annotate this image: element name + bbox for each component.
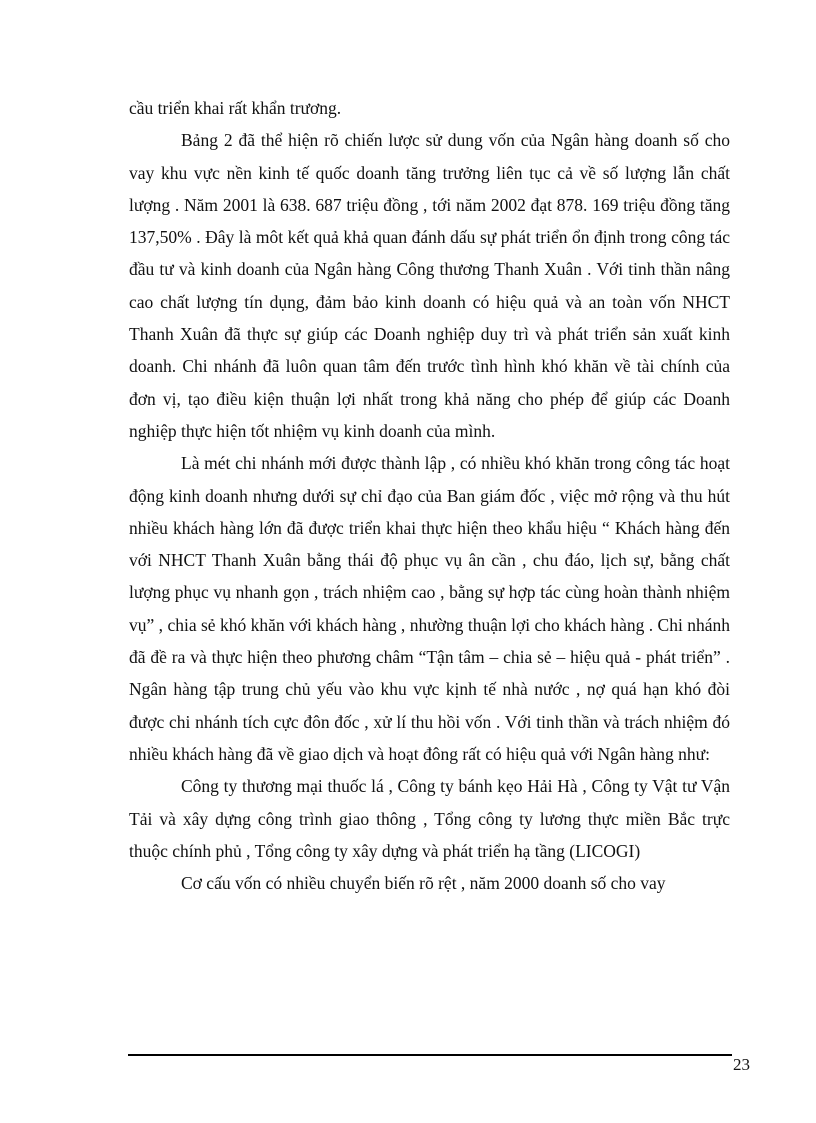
body-text (129, 92, 730, 899)
footer-divider (128, 1054, 732, 1056)
paragraph-customer-list: Công ty thương mại thuốc lá , Công ty bánh kẹo Hải Hà , Công ty Vật tư Vận Tải và xây dựng công trình giao thông , Tổng công ty lương thực miền Bắc trực thuộc chính phủ , Tổng công ty xây dựng và phát triển hạ tầng (LICOGI) (129, 776, 730, 861)
paragraph-continuation: cầu triển khai rất khẩn trương. (129, 98, 342, 118)
paragraph-branch-activities: Là mét chi nhánh mới được thành lập , có nhiều khó khăn trong công tác hoạt động kinh doanh nhưng dưới sự chỉ đạo của Ban giám đốc , việc mở rộng và thu hút nhiều khách hàng lớn đã được triển khai thực hiện theo khẩu hiệu “ Khách hàng đến với NHCT Thanh Xuân bằng thái độ phục vụ ân cần , chu đáo, lịch sự, bằng chất lượng phục vụ nhanh gọn , trách nhiệm cao , bằng sự hợp tác cùng hoàn thành nhiệm vụ” , chia sẻ khó khăn với khách hàng , nhường thuận lợi cho khách hàng . Chi nhánh đã đề ra và thực hiện theo phương châm “Tận tâm – chia sẻ – hiệu quả - phát triển” . Ngân hàng tập trung chủ yếu vào khu vực kịnh tế nhà nước , nợ quá hạn khó đòi được chi nhánh tích cực đôn đốc , xử lí thu hồi vốn . Với tinh thần và trách nhiệm đó nhiều khách hàng đã về giao dịch và hoạt đông rất có hiệu quả với Ngân hàng như: (129, 453, 730, 764)
page-number: 23 (733, 1055, 750, 1074)
paragraph-capital-structure: Cơ cấu vốn có nhiều chuyển biến rõ rệt , năm 2000 doanh số cho vay (181, 873, 666, 894)
paragraph-table-2-analysis: Bảng 2 đã thể hiện rõ chiến lược sử dung vốn của Ngân hàng doanh số cho vay khu vực nền kinh tế quốc doanh tăng trưởng liên tục cả về số lượng lẫn chất lượng . Năm 2001 là 638. 687 triệu đồng , tới năm 2002 đạt 878. 169 triệu đồng tăng 137,50% . Đây là môt kết quả khả quan đánh dấu sự phát triển ổn định trong công tác đầu tư và kinh doanh của Ngân hàng Công thương Thanh Xuân . Với tinh thần nâng cao chất lượng tín dụng, đảm bảo kinh doanh có hiệu quả và an toàn vốn NHCT Thanh Xuân đã thực sự giúp các Doanh nghiệp duy trì và phát triển sản xuất kinh doanh. Chi nhánh đã luôn quan tâm đến trước tình hình khó khăn về tài chính của đơn vị, tạo điều kiện thuận lợi nhất trong khả năng cho phép để giúp các Doanh nghiệp thực hiện tốt nhiệm vụ kinh doanh của mình. (129, 130, 730, 441)
